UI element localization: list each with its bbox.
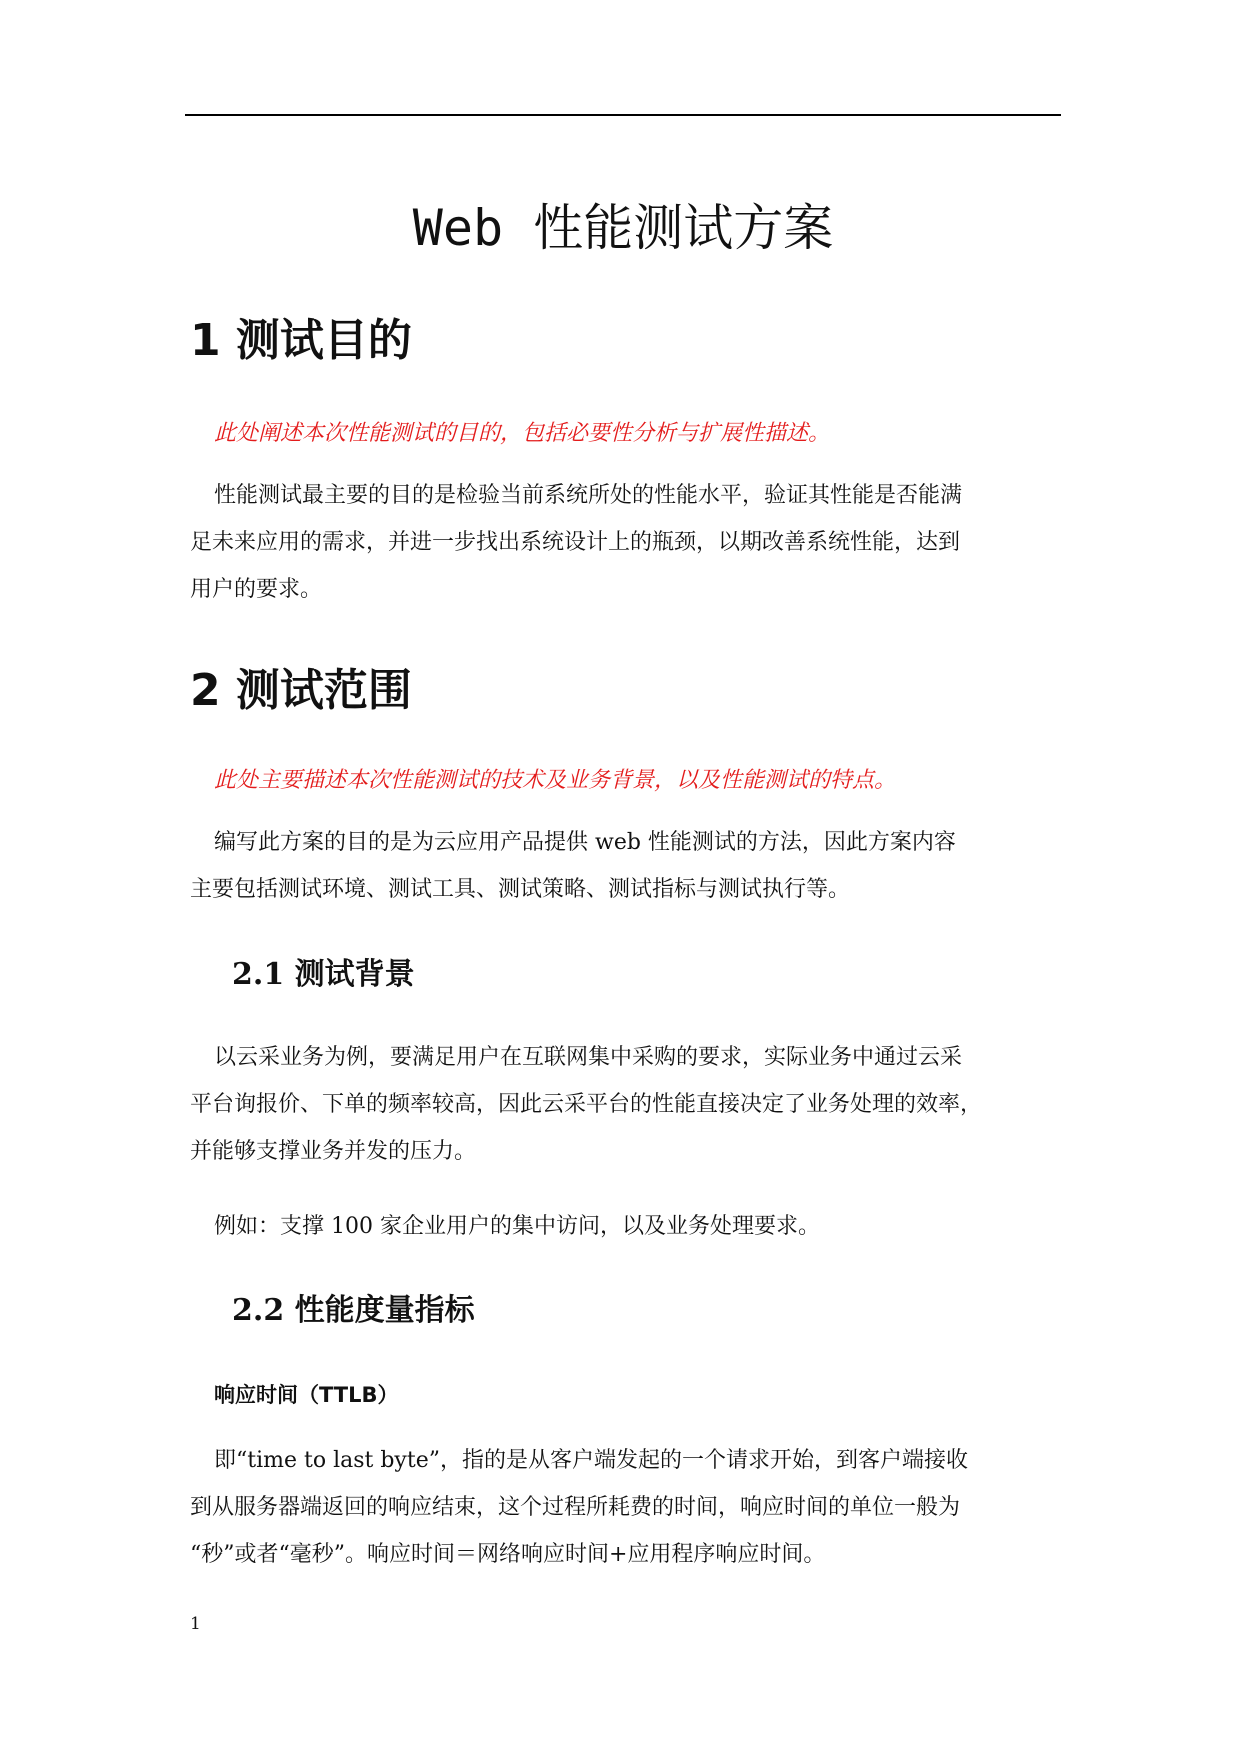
header-rule: [185, 114, 1061, 116]
paragraph-line: 并能够支撑业务并发的压力。: [190, 1139, 477, 1164]
section-1-paragraph: [190, 472, 1056, 613]
metric-subheading: 响应时间（TTLB）: [214, 1383, 399, 1407]
document-title: Web 性能测试方案: [412, 199, 834, 257]
paragraph-line: 以云采业务为例，要满足用户在互联网集中采购的要求，实际业务中通过云采: [214, 1045, 963, 1070]
section-2-1-paragraph: [190, 1034, 1056, 1175]
section-heading-2-2: 2.2 性能度量指标: [232, 1293, 475, 1328]
section-heading-1: 1 测试目的: [190, 315, 412, 366]
section-2-2-paragraph: [190, 1437, 1056, 1578]
section-heading-2: 2 测试范围: [190, 665, 412, 716]
paragraph-line: 编写此方案的目的是为云应用产品提供 web 性能测试的方法，因此方案内容: [214, 830, 956, 855]
paragraph-line: 性能测试最主要的目的是检验当前系统所处的性能水平，验证其性能是否能满: [214, 483, 963, 508]
paragraph-line: 例如：支撑 100 家企业用户的集中访问，以及业务处理要求。: [214, 1214, 820, 1239]
paragraph-line: 即“time to last byte”，指的是从客户端发起的一个请求开始，到客户端接收: [214, 1448, 968, 1473]
section-1-note: 此处阐述本次性能测试的目的，包括必要性分析与扩展性描述。: [214, 421, 831, 446]
paragraph-line: 用户的要求。: [190, 577, 323, 602]
paragraph-line: 足未来应用的需求，并进一步找出系统设计上的瓶颈，以期改善系统性能，达到: [190, 530, 961, 555]
paragraph-line: 主要包括测试环境、测试工具、测试策略、测试指标与测试执行等。: [190, 877, 851, 902]
section-2-paragraph: [190, 819, 1056, 913]
paragraph-line: 平台询报价、下单的频率较高，因此云采平台的性能直接决定了业务处理的效率，: [190, 1092, 983, 1117]
page-number: 1: [190, 1614, 201, 1634]
paragraph-line: 到从服务器端返回的响应结束，这个过程所耗费的时间，响应时间的单位一般为: [190, 1495, 961, 1520]
section-2-note: 此处主要描述本次性能测试的技术及业务背景，以及性能测试的特点。: [214, 768, 897, 793]
paragraph-line: “秒”或者“毫秒”。响应时间＝网络响应时间+应用程序响应时间。: [190, 1542, 826, 1567]
section-heading-2-1: 2.1 测试背景: [232, 957, 415, 992]
section-2-1-example: [190, 1203, 1056, 1250]
